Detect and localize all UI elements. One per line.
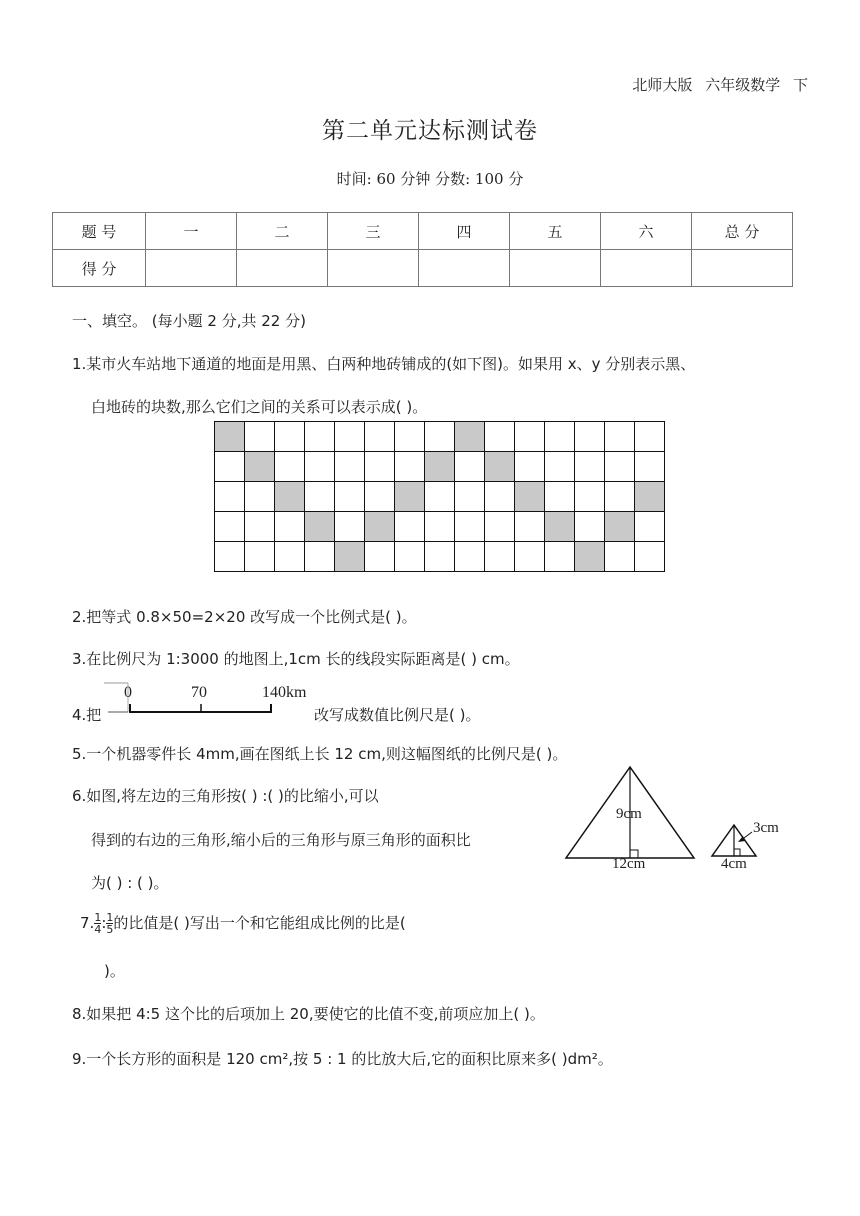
scale-label-70: 70 <box>191 684 207 701</box>
white-tile <box>545 542 575 572</box>
black-tile <box>215 422 245 452</box>
small-triangle-base-label: 4cm <box>721 856 747 872</box>
white-tile <box>245 512 275 542</box>
black-tile <box>395 482 425 512</box>
question-7-prefix: 7. <box>80 914 95 932</box>
black-tile <box>275 482 305 512</box>
question-4-prefix: 4.把 <box>72 706 102 724</box>
white-tile <box>575 482 605 512</box>
white-tile <box>275 452 305 482</box>
fraction-numerator: 1 <box>106 911 114 924</box>
question-6-line-1: 6.如图,将左边的三角形按( ) :( )的比缩小,可以 <box>72 787 379 805</box>
big-triangle-height-label: 9cm <box>616 806 642 822</box>
white-tile <box>575 422 605 452</box>
white-tile <box>425 482 455 512</box>
tile-row <box>215 512 665 542</box>
white-tile <box>365 482 395 512</box>
tile-row <box>215 452 665 482</box>
score-input-cell[interactable] <box>692 250 793 287</box>
score-input-cell[interactable] <box>328 250 419 287</box>
white-tile <box>395 422 425 452</box>
white-tile <box>335 482 365 512</box>
white-tile <box>455 452 485 482</box>
black-tile <box>335 542 365 572</box>
edition-label: 北师大版 <box>632 76 693 94</box>
score-header-cell: 五 <box>510 213 601 250</box>
white-tile <box>545 482 575 512</box>
black-tile <box>485 452 515 482</box>
tile-row <box>215 422 665 452</box>
time-info: 时间: 60 分钟 分数: 100 分 <box>336 170 524 188</box>
white-tile <box>515 422 545 452</box>
edition-header <box>632 74 808 95</box>
black-tile <box>305 512 335 542</box>
question-1-line-2: 白地砖的块数,那么它们之间的关系可以表示成( )。 <box>91 398 428 416</box>
fraction-denominator: 4 <box>94 923 102 936</box>
white-tile <box>335 422 365 452</box>
score-header-cell: 总 分 <box>692 213 793 250</box>
question-7-text: 的比值是( )写出一个和它能组成比例的比是( <box>113 914 406 932</box>
white-tile <box>635 422 665 452</box>
score-header-cell: 四 <box>419 213 510 250</box>
white-tile <box>365 542 395 572</box>
white-tile <box>515 512 545 542</box>
white-tile <box>605 542 635 572</box>
black-tile <box>425 452 455 482</box>
score-header-row <box>53 213 793 250</box>
score-row-label: 得 分 <box>53 250 146 287</box>
scale-label-140km: 140km <box>262 684 307 701</box>
white-tile <box>335 512 365 542</box>
white-tile <box>305 452 335 482</box>
score-input-cell[interactable] <box>237 250 328 287</box>
small-triangle-height-label: 3cm <box>753 820 779 836</box>
white-tile <box>635 452 665 482</box>
white-tile <box>605 482 635 512</box>
white-tile <box>455 542 485 572</box>
question-4-suffix: 改写成数值比例尺是( )。 <box>314 706 481 724</box>
score-input-cell[interactable] <box>419 250 510 287</box>
black-tile <box>575 542 605 572</box>
white-tile <box>425 512 455 542</box>
white-tile <box>245 422 275 452</box>
question-3: 3.在比例尺为 1:3000 的地图上,1cm 长的线段实际距离是( ) cm。 <box>72 650 520 668</box>
white-tile <box>215 482 245 512</box>
score-value-row <box>53 250 793 287</box>
white-tile <box>575 452 605 482</box>
white-tile <box>395 452 425 482</box>
white-tile <box>395 542 425 572</box>
question-2: 2.把等式 0.8×50=2×20 改写成一个比例式是( )。 <box>72 608 417 626</box>
question-8: 8.如果把 4:5 这个比的后项加上 20,要使它的比值不变,前项应加上( )。 <box>72 1005 545 1023</box>
section-title: 一、填空。 (每小题 2 分,共 22 分) <box>72 312 306 330</box>
fraction-denominator: 5 <box>106 923 114 936</box>
white-tile <box>635 512 665 542</box>
score-table <box>52 212 793 287</box>
score-header-cell: 三 <box>328 213 419 250</box>
white-tile <box>485 542 515 572</box>
question-5: 5.一个机器零件长 4mm,画在图纸上长 12 cm,则这幅图纸的比例尺是( )。 <box>72 745 568 763</box>
page-title: 第二单元达标测试卷 <box>322 118 538 144</box>
score-header-cell: 题 号 <box>53 213 146 250</box>
question-6-line-3: 为( ) : ( )。 <box>91 874 169 892</box>
white-tile <box>545 452 575 482</box>
white-tile <box>425 542 455 572</box>
white-tile <box>365 422 395 452</box>
tile-row <box>215 482 665 512</box>
tile-grid <box>214 421 665 572</box>
tile-row <box>215 542 665 572</box>
black-tile <box>545 512 575 542</box>
question-9: 9.一个长方形的面积是 120 cm²,按 5 : 1 的比放大后,它的面积比原来多( )dm²。 <box>72 1050 613 1068</box>
black-tile <box>365 512 395 542</box>
white-tile <box>275 542 305 572</box>
white-tile <box>335 452 365 482</box>
fraction-numerator: 1 <box>94 911 102 924</box>
white-tile <box>515 452 545 482</box>
white-tile <box>215 542 245 572</box>
white-tile <box>305 422 335 452</box>
black-tile <box>245 452 275 482</box>
white-tile <box>485 482 515 512</box>
score-input-cell[interactable] <box>601 250 692 287</box>
score-header-cell: 一 <box>146 213 237 250</box>
white-tile <box>455 512 485 542</box>
white-tile <box>485 422 515 452</box>
white-tile <box>365 452 395 482</box>
white-tile <box>215 452 245 482</box>
white-tile <box>635 542 665 572</box>
white-tile <box>305 542 335 572</box>
question-1-line-1: 1.某市火车站地下通道的地面是用黑、白两种地砖铺成的(如下图)。如果用 x、y 分别表示黑、 <box>72 355 696 373</box>
white-tile <box>275 512 305 542</box>
question-7-line-2: )。 <box>104 962 125 980</box>
black-tile <box>455 422 485 452</box>
score-header-cell: 二 <box>237 213 328 250</box>
white-tile <box>245 482 275 512</box>
big-triangle-base-label: 12cm <box>612 856 646 872</box>
score-input-cell[interactable] <box>146 250 237 287</box>
white-tile <box>545 422 575 452</box>
grade-subject-label: 六年级数学 下 <box>705 76 808 94</box>
white-tile <box>305 482 335 512</box>
white-tile <box>485 512 515 542</box>
white-tile <box>515 542 545 572</box>
white-tile <box>605 422 635 452</box>
ratio-colon: : <box>101 914 107 932</box>
white-tile <box>395 512 425 542</box>
black-tile <box>605 512 635 542</box>
score-input-cell[interactable] <box>510 250 601 287</box>
scale-label-0: 0 <box>124 684 132 701</box>
white-tile <box>455 482 485 512</box>
question-7-line-1 <box>80 908 406 938</box>
white-tile <box>275 422 305 452</box>
white-tile <box>425 422 455 452</box>
white-tile <box>575 512 605 542</box>
question-6-line-2: 得到的右边的三角形,缩小后的三角形与原三角形的面积比 <box>91 831 471 849</box>
white-tile <box>245 542 275 572</box>
black-tile <box>635 482 665 512</box>
white-tile <box>215 512 245 542</box>
small-triangle <box>712 825 756 856</box>
white-tile <box>605 452 635 482</box>
score-header-cell: 六 <box>601 213 692 250</box>
black-tile <box>515 482 545 512</box>
